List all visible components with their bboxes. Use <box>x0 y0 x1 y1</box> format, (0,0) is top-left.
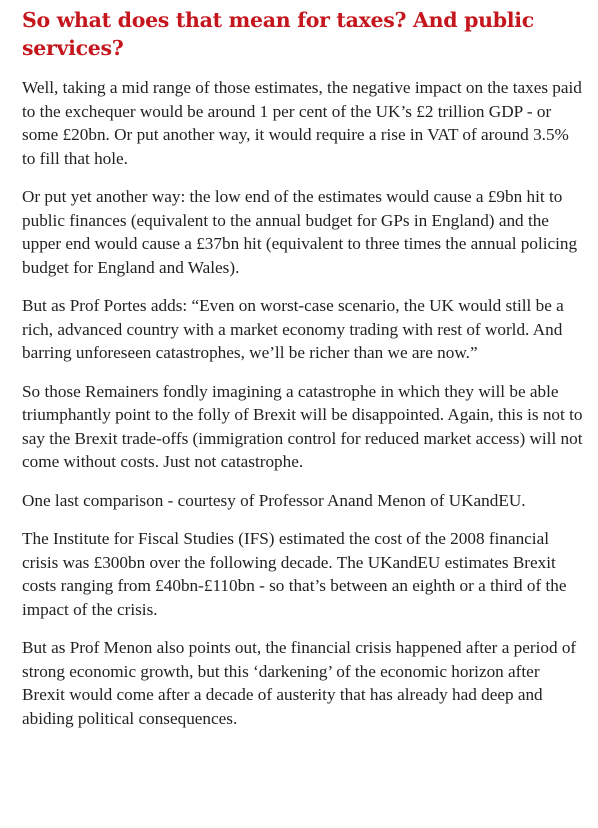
paragraph-remainers: So those Remainers fondly imagining a catastrophe in which they will be able triumphantly point to the folly of Brexit will be disappointed. Again, this is not to say the Brexit trade-offs (immigration control for reduced market access) will not come without costs. Just not catastrophe. <box>22 381 583 471</box>
paragraph-menon-point: But as Prof Menon also points out, the financial crisis happened after a period of strong economic growth, but this ‘darkening’ of the economic horizon after Brexit would come after a decade of austerity that has already had deep and abiding political consequences. <box>22 638 577 728</box>
paragraph-last-comparison: One last comparison - courtesy of Professor Anand Menon of UKandEU. <box>22 490 526 510</box>
section-heading: So what does that mean for taxes? And public services? <box>22 8 534 60</box>
paragraph-estimate-range: Or put yet another way: the low end of the estimates would cause a £9bn hit to public finances (equivalent to the annual budget for GPs in England) and the upper end would cause a £37bn hit (equivalent to three times the annual policing budget for England and Wales). <box>22 187 578 277</box>
paragraph-tax-impact: Well, taking a mid range of those estimates, the negative impact on the taxes paid to the exchequer would be around 1 per cent of the UK’s £2 trillion GDP - or some £20bn. Or put another way, it would require a rise in VAT of around 3.5% to fill that hole. <box>22 78 582 168</box>
paragraph-portes-quote: But as Prof Portes adds: “Even on worst-case scenario, the UK would still be a rich, advanced country with a market economy trading with rest of world. And barring unforeseen catastrophes, we’ll be richer than we are now.” <box>22 296 564 362</box>
article-body <box>22 6 584 745</box>
paragraph-ifs-estimate: The Institute for Fiscal Studies (IFS) estimated the cost of the 2008 financial crisis was £300bn over the following decade. The UKandEU estimates Brexit costs ranging from £40bn-£110bn - so that’s between an eighth or a third of the impact of the crisis. <box>22 529 567 619</box>
